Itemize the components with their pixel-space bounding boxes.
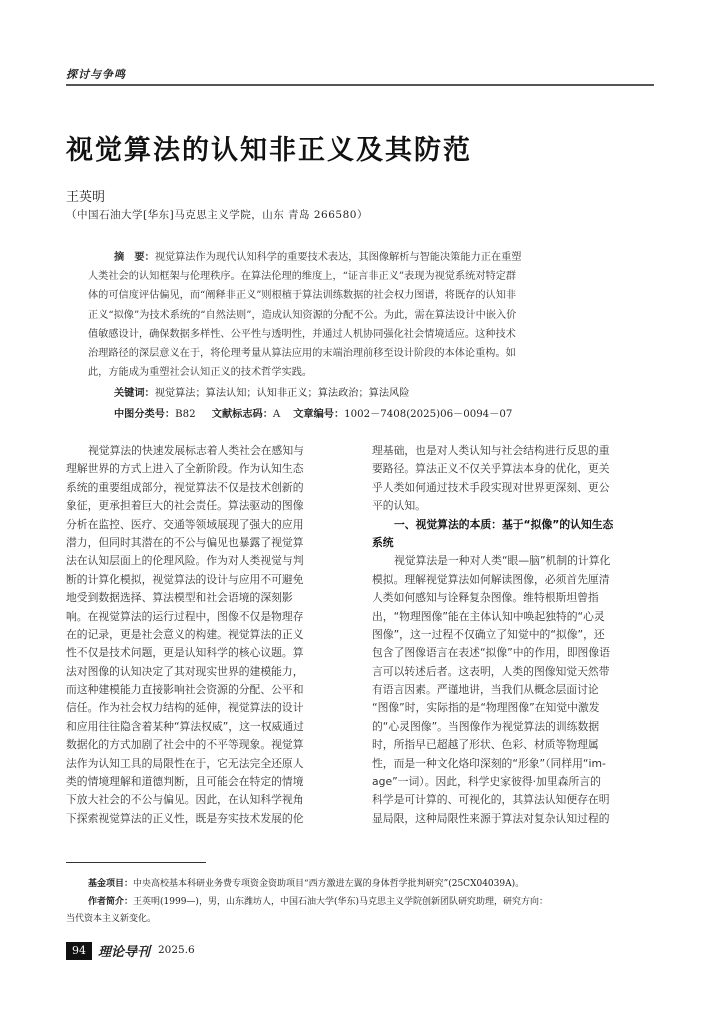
text-line: 视觉算法是一种对人类“眼—脑”机制的计算化 (394, 554, 611, 568)
author-note (88, 894, 548, 907)
abstract-line: 人类社会的认知框架与伦理秩序。在算法伦理的维度上，“证言非正义”表现为视觉系统对特定群 (88, 271, 517, 283)
keywords (114, 384, 409, 399)
abstract-text: 视觉算法作为现代认知科学的重要技术表达，其图像解析与智能决策能力正在重塑 (154, 252, 522, 263)
article-label: 文章编号： (293, 408, 345, 420)
text-line: 出，“物理图像”能在主体认知中唤起独特的“心灵 (372, 609, 605, 623)
text-line: 性，而是一种文化烙印深刻的“形象”（同样用“im- (372, 756, 606, 770)
author-note-cont: 当代资本主义新变化。 (66, 914, 157, 924)
text-line: 类的情境理解和道德判断，且可能会在特定的情境 (66, 775, 304, 789)
section-heading: 一、视觉算法的本质：基于“拟像”的认知生态 (394, 517, 614, 531)
text-line: “图像”时，实际指的是“物理图像”在知觉中激发 (372, 701, 600, 715)
text-line: 有语言因素。严谨地讲，当我们从概念层面讨论 (372, 683, 599, 697)
text-line: 言可以转述后者。这表明，人类的图像知觉天然带 (372, 664, 610, 678)
author-name: 王英明 (66, 190, 106, 205)
right-intro (372, 442, 656, 516)
section-heading-cont: 系统 (372, 535, 394, 549)
section-header: 探讨与争鸣 (66, 68, 126, 81)
text-line: 包含了图像语言在表述“拟像”中的作用，即图像语 (372, 646, 610, 660)
text-line: 乎人类如何通过技术手段实现对世界更深刻、更公 (372, 480, 610, 494)
doc-value: A (272, 409, 281, 420)
text-line: 的“心灵图像”。当图像作为视觉算法的训练数据 (372, 719, 600, 733)
text-line: 地受到数据选择、算法模型和社会语境的深刻影 (66, 591, 293, 605)
keywords-text: 视觉算法；算法认知；认知非正义；算法政治；算法风险 (154, 388, 410, 399)
fund-note (88, 876, 524, 889)
abstract-line: 体的可信度评估偏见，而“阐释非正义”则根植于算法训练数据的社会权力图谱，将既存的认知非 (88, 290, 517, 302)
right-column (372, 442, 656, 828)
footnote-rule (66, 862, 206, 863)
text-line: 而这种建模能力直接影响社会资源的分配、公平和 (66, 683, 304, 697)
paper-title: 视觉算法的认知非正义及其防范 (66, 135, 472, 166)
text-line: 科学是可计算的、可视化的，其算法认知便存在明 (372, 793, 610, 807)
journal-issue: 2025.6 (158, 944, 195, 956)
text-line: 模拟。理解视觉算法如何解读图像，必须首先厘清 (372, 572, 610, 586)
abstract-line: 此，方能成为重塑社会认知正义的技术哲学实践。 (88, 367, 313, 379)
text-line: 时，所指早已超越了形状、色彩、材质等物理属 (372, 738, 599, 752)
clc-label: 中图分类号： (114, 408, 176, 420)
clc-value: B82 (175, 409, 196, 420)
text-line: 人类如何感知与诠释复杂图像。维特根斯坦曾指 (372, 591, 599, 605)
text-line: 下探索视觉算法的正义性，既是夯实技术发展的伦 (66, 811, 304, 825)
text-line: 象征，更承担着巨大的社会责任。算法驱动的图像 (66, 499, 304, 513)
text-line: 和应用往往隐含着某种“算法权威”，这一权威通过 (66, 719, 304, 733)
text-line: 系统的重要组成部分，视觉算法不仅是技术创新的 (66, 480, 304, 494)
text-line: 要路径。算法正义不仅关乎算法本身的优化，更关 (372, 462, 610, 476)
text-line: 在的记录，更是社会意义的构建。视觉算法的正义 (66, 627, 304, 641)
text-line: 响。在视觉算法的运行过程中，图像不仅是物理存 (66, 609, 304, 623)
text-line: 视觉算法的快速发展标志着人类社会在感知与 (88, 444, 304, 457)
abstract-label: 摘 要： (114, 251, 155, 263)
author-note-label: 作者简介： (88, 897, 134, 907)
left-column (66, 442, 348, 828)
text-line: 法在认知层面上的伦理风险。作为对人类视觉与判 (66, 554, 304, 568)
abstract-line: 治理路径的深层意义在于，将伦理考量从算法应用的末端治理前移至设计阶段的本体论重构。如 (88, 347, 516, 359)
abstract-line: 正义“拟像”为技术系统的“自然法则”，造成认知资源的分配不公。为此，需在算法设计中嵌入价 (88, 309, 517, 321)
classification-line (114, 405, 512, 420)
text-line: 性不仅是技术问题，更是认知科学的核心议题。算 (66, 646, 304, 660)
text-line: 理解世界的方式上进入了全新阶段。作为认知生态 (66, 462, 304, 476)
author-affiliation: （中国石油大学[华东]马克思主义学院，山东 青岛 266580） (66, 209, 368, 221)
text-line: age”一词）。因此，科学史家彼得·加里森所言的 (372, 775, 601, 789)
doc-label: 文献标志码： (211, 408, 273, 420)
journal-name: 理论导刊 (98, 945, 151, 960)
text-line: 理基础，也是对人类认知与社会结构进行反思的重 (372, 444, 610, 457)
text-line: 分析在监控、医疗、交通等领域展现了强大的应用 (66, 517, 304, 531)
text-line: 法作为认知工具的局限性在于，它无法完全还原人 (66, 756, 304, 770)
text-line: 断的计算化模拟，视觉算法的设计与应用不可避免 (66, 572, 304, 586)
fund-text: 中央高校基本科研业务费专项资金资助项目“西方激进左翼的身体哲学批判研究”(25CX04039A)。 (133, 879, 525, 889)
right-body (372, 552, 656, 828)
text-line: 信任。作为社会权力结构的延伸，视觉算法的设计 (66, 701, 304, 715)
author-note-text: 王英明(1999—)，男，山东潍坊人，中国石油大学(华东)马克思主义学院创新团队研究助理，研究方向： (133, 897, 548, 907)
article-value: 1002－7408(2025)06－0094－07 (344, 409, 513, 420)
text-line: 下放大社会的不公与偏见。因此，在认知科学视角 (66, 793, 304, 807)
fund-label: 基金项目： (88, 879, 134, 889)
text-line: 平的认知。 (372, 499, 426, 513)
text-line: 潜力，但同时其潜在的不公与偏见也暴露了视觉算 (66, 535, 304, 549)
text-line: 图像”，这一过程不仅确立了知觉中的“拟像”，还 (372, 627, 605, 641)
keywords-label: 关键词： (114, 387, 155, 399)
text-line: 显局限，这种局限性来源于算法对复杂认知过程的 (372, 811, 610, 825)
abstract-line: 值敏感设计，确保数据多样性、公平性与透明性，并通过人机协同强化社会情境适应。这种技术 (88, 328, 516, 340)
page-number: 94 (66, 942, 92, 960)
abstract (88, 248, 634, 382)
abstract-line (88, 248, 634, 267)
text-line: 法对图像的认知决定了其对现实世界的建模能力， (66, 664, 304, 678)
header-rule (66, 84, 654, 86)
text-line: 数据化的方式加剧了社会中的不平等现象。视觉算 (66, 738, 304, 752)
